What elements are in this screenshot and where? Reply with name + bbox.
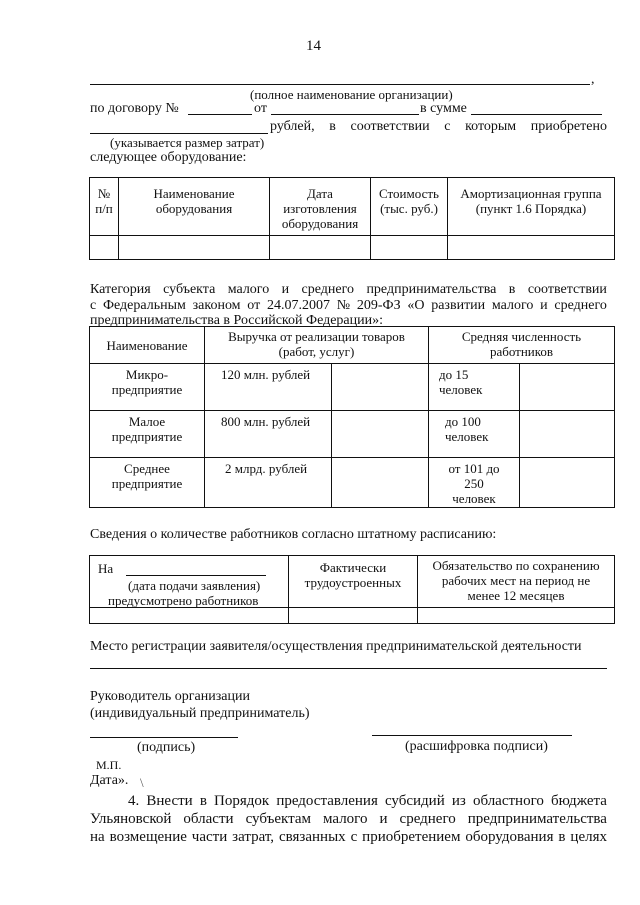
word: предоставления [276,793,378,809]
word: субъекта [163,282,216,297]
workers-col1 [90,556,289,608]
word: которым [465,119,517,134]
contract-date-line [271,114,419,115]
from-word: от [254,101,267,116]
category-row-revenue: 120 млн. рублей [205,364,332,411]
word: 209-ФЗ [356,298,401,313]
category-header-revenue: Выручка от реализации товаров (работ, услуг) [205,327,429,364]
word: малого [323,811,368,827]
head-line1: Руководитель организации [90,689,250,704]
equipment-cell-empty [119,236,270,260]
equipment-header-cost: Стоимость (тыс. руб.) [371,178,448,236]
word: с [90,298,97,313]
workers-col3: Обязательство по сохранению рабочих мест на период не менее 12 месяцев [418,556,615,608]
contract-prefix: по договору № [90,101,179,116]
workers-date-line [126,575,266,576]
word: рублей, [270,119,315,134]
word: бюджета [550,793,607,809]
equipment-header-number: № п/п [90,178,119,236]
word: малого [227,282,270,297]
workers-date-caption: (дата подачи заявления) [128,578,261,593]
word: в [508,282,516,297]
equipment-cell-empty [371,236,448,260]
sum-line [471,114,602,115]
word: областного [472,793,544,809]
word: 24.07.2007 [266,298,330,313]
workers-table [89,555,615,624]
word: в [329,119,336,134]
word: затрат, [232,829,275,845]
page-number: 14 [306,38,321,54]
word: оборудования [465,829,554,845]
word: среднего [399,811,456,827]
word: Федеральным [102,298,186,313]
workers-intro: Сведения о количестве работников согласно штатному расписанию: [90,527,497,542]
head-line2: (индивидуальный предприниматель) [90,706,310,721]
equipment-intro: следующее оборудование: [90,150,247,165]
sum-word: в сумме [420,101,467,116]
category-row-revenue: 2 млрд. рублей [205,458,332,508]
org-name-line [90,84,590,85]
word: Ульяновской [90,811,172,827]
equipment-cell-empty [270,236,371,260]
word: среднего [554,298,607,313]
word: на [90,829,105,845]
paragraph4-line2 [90,811,607,828]
workers-on: На [98,561,114,576]
workers-cell-empty [90,608,289,624]
category-row-staff: до 15 человек [429,364,520,411]
cost-line [90,133,268,134]
word: № [336,298,351,313]
signature-line [90,737,238,738]
trailing-comma: , [591,72,595,87]
word: малого [491,298,534,313]
registration-place: Место регистрации заявителя/осуществления предпринимательской деятельности [90,639,582,654]
cost-caption: (указывается размер затрат) [110,135,265,150]
word: с [350,829,358,845]
category-row-name: Среднее предприятие [90,458,205,508]
category-table [89,326,615,508]
paragraph4-line3 [90,829,607,846]
category-cell-empty [520,411,615,458]
word: из [451,793,466,809]
word: соответствии [350,119,430,134]
equipment-cell-empty [448,236,615,260]
workers-provided: предусмотрено работников [108,593,259,608]
word: и [540,298,548,313]
category-cell-empty [332,458,429,508]
date-label: Дата». [90,773,129,788]
category-cell-empty [332,411,429,458]
word: среднего [301,282,355,297]
word: «О [407,298,425,313]
word: приобретением [362,829,461,845]
category-line3: предпринимательства в Российской Федерации»: [90,313,384,328]
word: от [247,298,261,313]
word: с [444,119,451,134]
paragraph4-line1 [128,793,607,810]
workers-cell-empty [289,608,418,624]
equipment-header-date: Дата изготовления оборудования [270,178,371,236]
word: предпринимательства [467,811,607,827]
registration-line [90,668,607,669]
equipment-header-name: Наименование оборудования [119,178,270,236]
word: субсидий [384,793,445,809]
org-caption: (полное наименование организации) [250,87,453,102]
category-row-staff: до 100 человек [429,411,520,458]
word: Категория [90,282,151,297]
decoding-line [372,735,572,736]
word: связанных [278,829,346,845]
word: возмещение [109,829,187,845]
pen-mark: \ [140,775,144,790]
word: и [281,282,290,297]
word: субъектам [245,811,311,827]
contract-number-line [188,114,252,115]
category-cell-empty [520,364,615,411]
category-row-name: Малое предприятие [90,411,205,458]
word: развитии [431,298,486,313]
category-header-name: Наименование [90,327,205,364]
category-header-staff: Средняя численность работников [429,327,615,364]
word: части [191,829,228,845]
word: Порядок [214,793,270,809]
word: 4. [128,793,140,809]
decoding-caption: (расшифровка подписи) [405,739,548,754]
category-cell-empty [332,364,429,411]
category-cell-empty [520,458,615,508]
word: соответствии [527,282,607,297]
word: законом [192,298,241,313]
equipment-table [89,177,615,260]
category-row-name: Микро- предприятие [90,364,205,411]
category-row-revenue: 800 млн. рублей [205,411,332,458]
category-line2 [90,298,607,314]
equipment-cell-empty [90,236,119,260]
word: области [183,811,234,827]
contract-line2 [270,119,607,135]
category-line1 [90,282,607,298]
word: предпринимательства [366,282,497,297]
word: целях [570,829,607,845]
word: и [379,811,388,827]
workers-col2: Фактически трудоустроенных [289,556,418,608]
word: в [199,793,207,809]
category-row-staff: от 101 до 250 человек [429,458,520,508]
equipment-header-group: Амортизационная группа (пункт 1.6 Порядка) [448,178,615,236]
word: приобретено [530,119,607,134]
workers-cell-empty [418,608,615,624]
word: Внести [146,793,193,809]
signature-caption: (подпись) [137,740,196,755]
word: в [558,829,566,845]
stamp-label: М.П. [96,758,122,772]
